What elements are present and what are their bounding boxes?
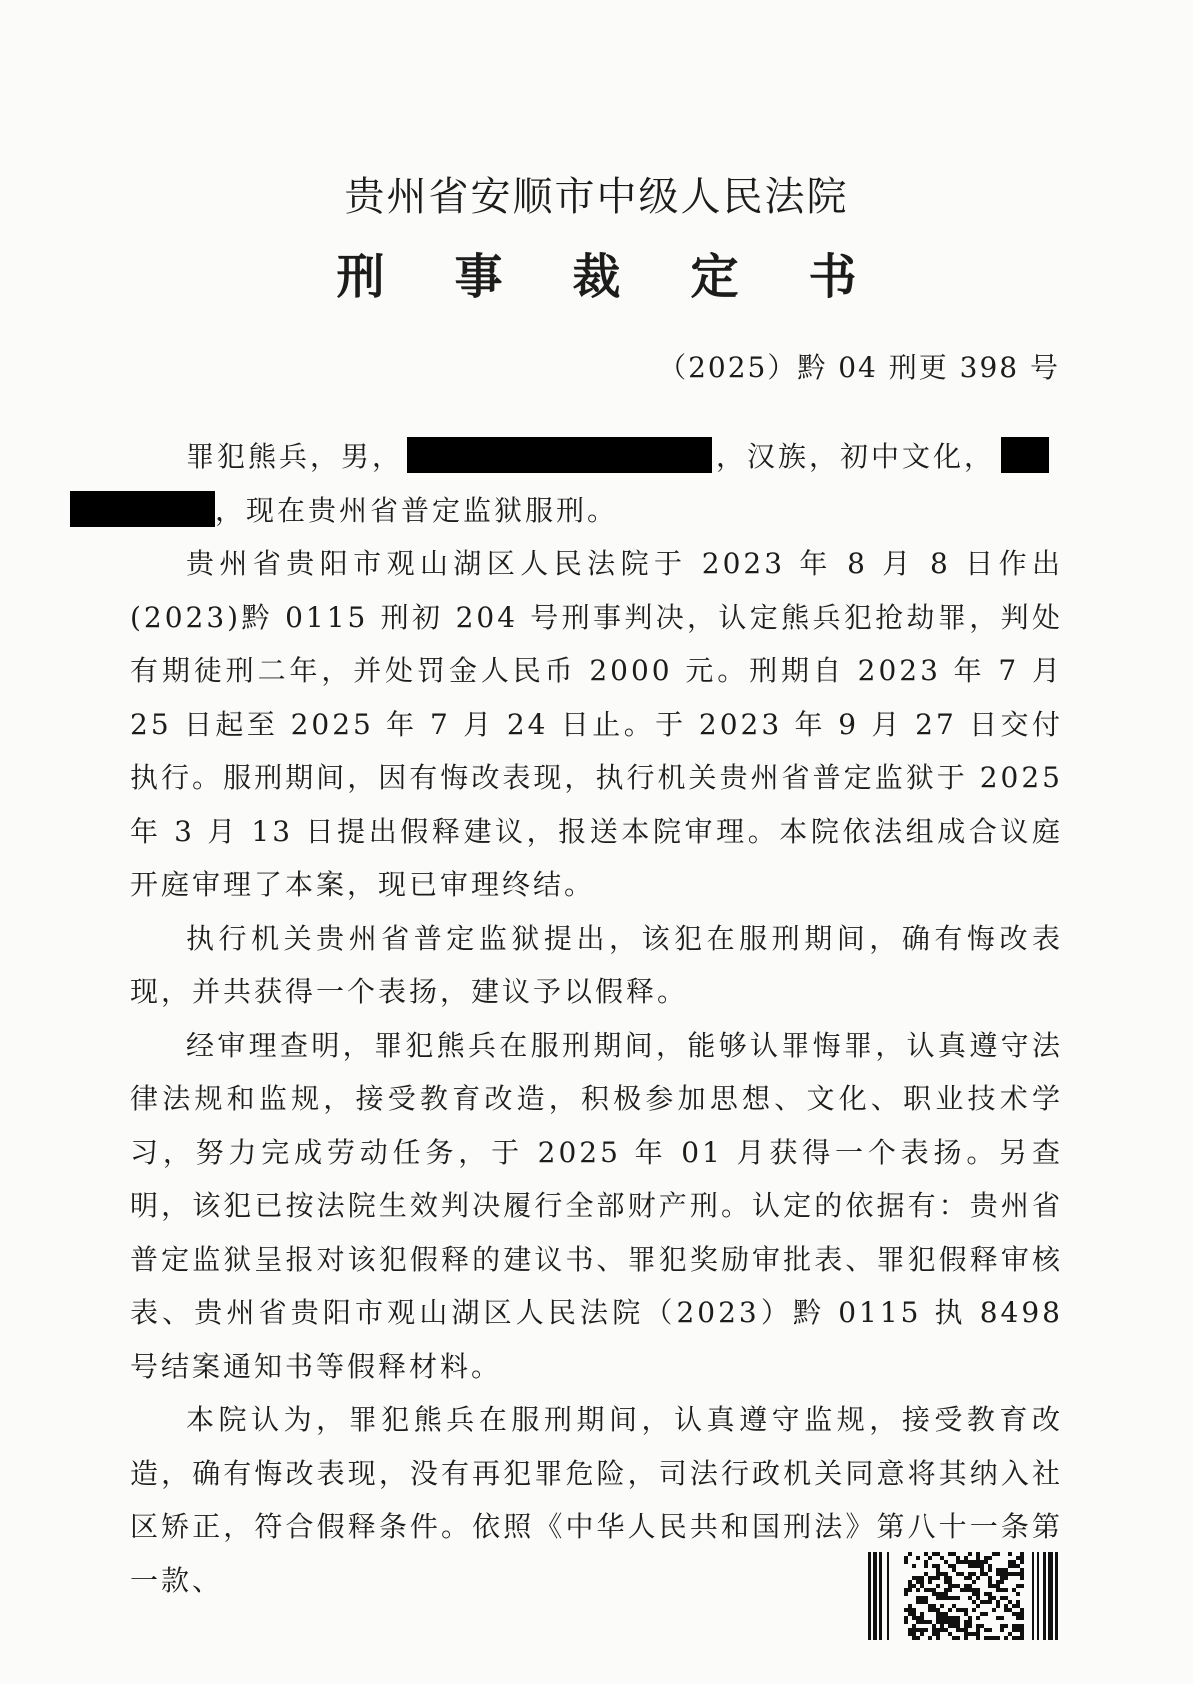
barcode-qr-icon [868,1552,1088,1640]
document-title: 刑事裁定书 [336,249,927,305]
defendant-custody: ，现在贵州省普定监狱服刑。 [215,493,619,527]
document-body [130,430,1063,1607]
paragraph-judgment-history: 贵州省贵阳市观山湖区人民法院于 2023 年 8 月 8 日作出(2023)黔 0115 刑初 204 号刑事判决，认定熊兵犯抢劫罪，判处有期徒刑二年，并处罚金人民币 2000 元。刑期自 2023 年 7 月 25 日起至 2025 年 7 月 24 日止。于 2023 年 9 月 27 日交付执行。服刑期间，因有悔改表现，执行机关贵州省普定监狱于 2025 年 3 月 13 日提出假释建议，报送本院审理。本院依法组成合议庭开庭审理了本案，现已审理终结。 [130,547,1063,901]
paragraph-defendant [130,430,1063,537]
redaction-block [407,437,712,473]
paragraph-prison-proposal: 执行机关贵州省普定监狱提出，该犯在服刑期间，确有悔改表现，并共获得一个表扬，建议予以假释。 [130,921,1063,1008]
defendant-intro: 罪犯熊兵，男， [186,440,404,473]
paragraph-court-opinion: 本院认为，罪犯熊兵在服刑期间，认真遵守监规，接受教育改造，确有悔改表现，没有再犯罪危险，司法行政机关同意将其纳入社区矫正，符合假释条件。依照《中华人民共和国刑法》第八十一条第一款、 [130,1403,1063,1597]
case-number: （2025）黔 04 刑更 398 号 [658,351,1060,384]
redaction-block [1001,437,1049,473]
redaction-block [70,491,215,527]
paragraph-findings: 经审理查明，罪犯熊兵在服刑期间，能够认罪悔罪，认真遵守法律法规和监规，接受教育改造，积极参加思想、文化、职业技术学习，努力完成劳动任务，于 2025 年 01 月获得一个表扬。另查明，该犯已按法院生效判决履行全部财产刑。认定的依据有：贵州省普定监狱呈报对该犯假释的建议书、罪犯奖励审批表、罪犯假释审核表、贵州省贵阳市观山湖区人民法院（2023）黔 0115 执 8498 号结案通知书等假释材料。 [130,1028,1063,1383]
defendant-ethnicity-education: ，汉族，初中文化， [716,440,996,473]
court-name: 贵州省安顺市中级人民法院 [344,174,849,220]
